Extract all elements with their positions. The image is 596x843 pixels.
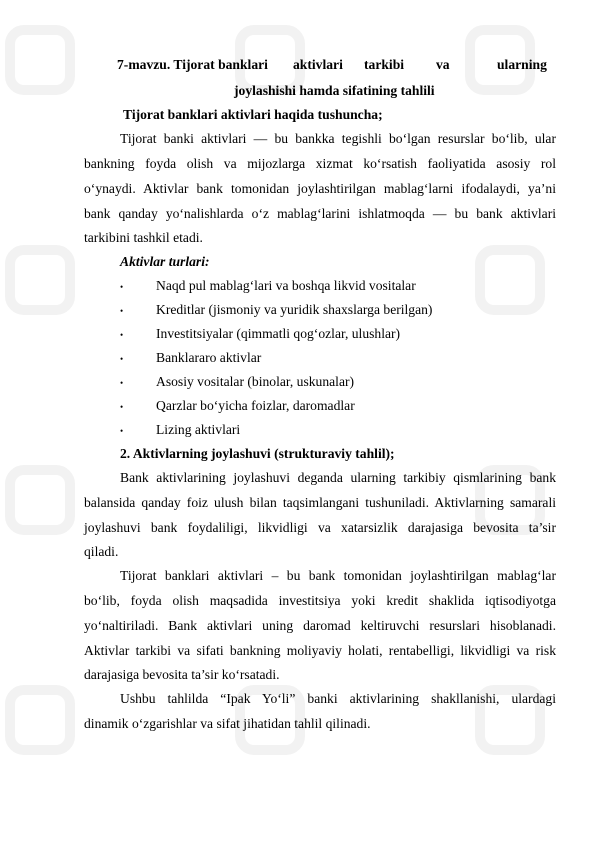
para2-line: qiladi.	[84, 544, 119, 559]
title-word: va	[436, 57, 450, 72]
bullet-icon: •	[120, 330, 124, 340]
bullet-icon: •	[120, 426, 124, 436]
para4-line: Ushbu tahlilda “Ipak Yo‘li” banki aktivlarining shakllanishi, ulardagi	[120, 691, 556, 706]
para1-line: bankning foyda olish va mijozlarga xizmat ko‘rsatish faoliyatida asosiy rol	[84, 156, 556, 171]
types-heading: Aktivlar turlari:	[120, 254, 210, 269]
list-item: Banklararo aktivlar	[156, 350, 262, 365]
bullet-icon: •	[120, 282, 124, 292]
para1-line: tarkibini tashkil etadi.	[84, 230, 203, 245]
para1-line: Tijorat banki aktivlari — bu bankka tegishli bo‘lgan resurslar bo‘lib, ular	[120, 131, 556, 146]
para2-line: Bank aktivlarining joylashuvi deganda ularning tarkibiy qismlarining bank	[120, 470, 556, 485]
para1-line: o‘ynaydi. Aktivlar bank tomonidan joylashtirilgan mablag‘larni ifodalaydi, ya’ni	[84, 181, 556, 196]
title-line-2: joylashishi hamda sifatining tahlili	[234, 83, 435, 98]
para2-line: balansida qanday foiz ulush bilan taqsimlangani tushuniladi. Aktivlarning samarali	[84, 495, 556, 510]
section1-heading: Tijorat banklari aktivlari haqida tushuncha;	[123, 107, 383, 122]
section2-heading: 2. Aktivlarning joylashuvi (strukturaviy tahlil);	[120, 446, 395, 461]
para4-line: dinamik o‘zgarishlar va sifat jihatidan tahlil qilinadi.	[84, 716, 371, 731]
list-item: Asosiy vositalar (binolar, uskunalar)	[156, 374, 355, 389]
bullet-icon: •	[120, 402, 124, 412]
bullet-icon: •	[120, 354, 124, 364]
list-item: Naqd pul mablag‘lari va boshqa likvid vositalar	[156, 278, 416, 293]
bullet-icon: •	[120, 378, 124, 388]
title-word: ularning	[497, 57, 547, 72]
title-word: 7-mavzu. Tijorat banklari	[117, 57, 268, 72]
para3-line: bo‘lib, foyda olish maqsadida investitsiya yoki kredit shaklida iqtisodiyotga	[84, 593, 556, 608]
para1-line: bank qanday yo‘nalishlarda o‘z mablag‘larini ishlatmoqda — bu bank aktivlari	[84, 206, 556, 221]
title-word: aktivlari	[293, 57, 343, 72]
para2-line: joylashuvi bank foydaliligi, likvidligi va xatarsizlik darajasiga bevosita ta’sir	[84, 520, 556, 535]
bullet-icon: •	[120, 306, 124, 316]
title-word: tarkibi	[364, 57, 405, 72]
list-item: Lizing aktivlari	[156, 422, 241, 437]
list-item: Investitsiyalar (qimmatli qog‘ozlar, ulushlar)	[156, 326, 401, 341]
para3-line: darajasiga bevosita ta’sir ko‘rsatadi.	[84, 667, 280, 682]
list-item: Qarzlar bo‘yicha foizlar, daromadlar	[156, 398, 355, 413]
para3-line: yo‘naltiriladi. Bank aktivlari uning daromad keltiruvchi resurslari hisoblanadi.	[84, 618, 556, 633]
list-item: Kreditlar (jismoniy va yuridik shaxslarga berilgan)	[156, 302, 433, 317]
para3-line: Tijorat banklari aktivlari – bu bank tomonidan joylashtirilgan mablag‘lar	[120, 568, 556, 583]
para3-line: Aktivlar tarkibi va sifati bankning moliyaviy holati, rentabelligi, likvidligi va risk	[84, 643, 556, 658]
